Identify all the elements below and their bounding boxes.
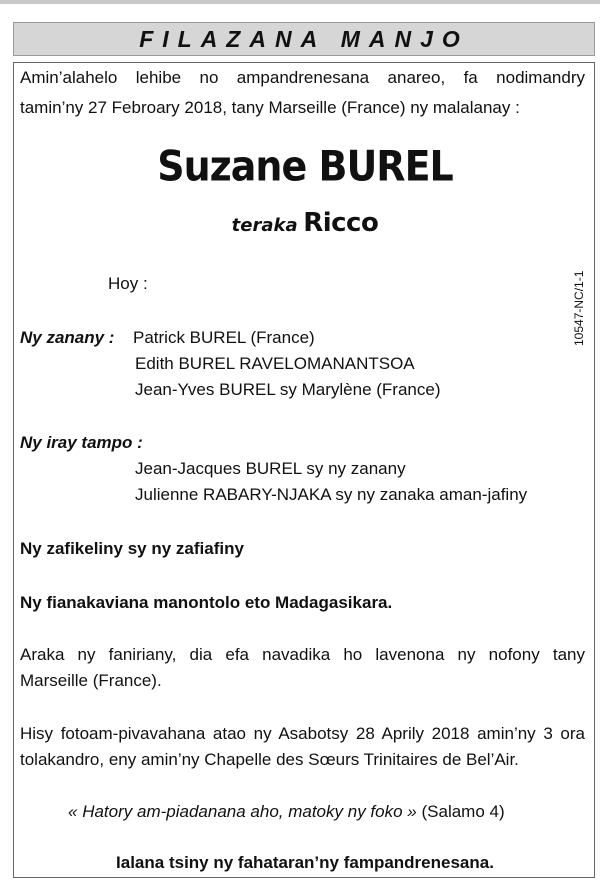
intro-line-1: Amin’alahelo lehibe no ampandrenesana anareo, fa nodimandry [20, 68, 585, 87]
deceased-name: Suzane BUREL [157, 142, 453, 191]
siblings-label: Ny iray tampo : [20, 433, 143, 452]
sibling-1: Jean-Jacques BUREL sy ny zanany [135, 459, 406, 478]
child-3: Jean-Yves BUREL sy Marylène (France) [135, 380, 441, 399]
verse-close-quote: » [407, 802, 417, 821]
mass-line-2: tolakandro, eny amin’ny Chapelle des Sœurs Trinitaires de Bel’Air. [20, 750, 519, 769]
alias-name: Ricco [303, 208, 379, 238]
children-label: Ny zanany : [20, 328, 115, 347]
burial-line-1: Araka ny faniriany, dia efa navadika ho lavenona ny nofony tany [20, 645, 585, 664]
grandchildren-line: Ny zafikeliny sy ny zafiafiny [20, 539, 244, 558]
top-rule [0, 0, 600, 4]
closing-line: Ialana tsiny ny fahataran’ny fampandrenesana. [116, 853, 494, 872]
sibling-2: Julienne RABARY-NJAKA sy ny zanaka aman-jafiny [135, 485, 528, 504]
child-1: Patrick BUREL (France) [133, 328, 315, 347]
banner-title: FILAZANA MANJO [139, 25, 469, 52]
intro-line-2: tamin’ny 27 Febroary 2018, tany Marseille (France) ny malalanay : [20, 98, 520, 117]
deceased-alias [0, 208, 600, 238]
burial-line-2: Marseille (France). [20, 671, 162, 690]
verse-line [68, 800, 505, 824]
verse-open-quote: « [68, 802, 78, 821]
notice-banner [13, 22, 595, 56]
family-line: Ny fianakaviana manontolo eto Madagasikara. [20, 593, 393, 612]
reference-code: 10547-NC/1-1 [572, 270, 586, 346]
verse-text: Hatory am-piadanana aho, matoky ny foko [82, 802, 403, 821]
verse-reference: (Salamo 4) [421, 802, 505, 821]
alias-prefix: teraka [231, 215, 298, 236]
mass-line-1: Hisy fotoam-pivavahana atao ny Asabotsy 28 Aprily 2018 amin’ny 3 ora [20, 724, 585, 743]
hoy-label: Hoy : [108, 274, 148, 293]
child-2: Edith BUREL RAVELOMANANTSOA [135, 354, 415, 373]
